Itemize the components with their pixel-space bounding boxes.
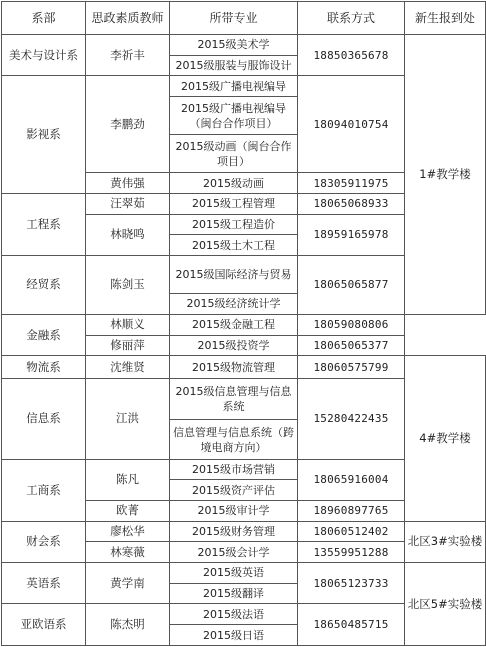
teacher-cell: 沈维贤 (86, 356, 170, 379)
phone-cell: 18059080806 (298, 314, 405, 335)
major-cell: 2015级会计学 (170, 542, 298, 563)
header-teacher: 思政素质教师 (86, 2, 170, 35)
phone-cell: 18065068933 (298, 193, 405, 214)
dept-cell: 物流系 (2, 356, 86, 379)
phone-cell: 13559951288 (298, 542, 405, 563)
major-cell: 信息管理与信息系统（跨境电商方向） (170, 420, 298, 459)
dept-cell: 金融系 (2, 314, 86, 355)
dept-cell: 亚欧语系 (2, 604, 86, 646)
major-cell: 2015级美术学 (170, 35, 298, 56)
table-row (2, 563, 486, 584)
major-cell: 2015级信息管理与信息系统 (170, 379, 298, 420)
teacher-cell: 廖松华 (86, 521, 170, 542)
teacher-cell: 黄伟强 (86, 173, 170, 194)
major-cell: 2015级经济统计学 (170, 294, 298, 315)
teacher-cell: 林顺义 (86, 314, 170, 335)
phone-cell: 18065916004 (298, 459, 405, 500)
teacher-cell: 林晓鸣 (86, 214, 170, 255)
major-cell: 2015级动画（闽台合作项目） (170, 135, 298, 173)
major-cell: 2015级国际经济与贸易 (170, 256, 298, 294)
dept-cell: 信息系 (2, 379, 86, 460)
location-cell: 4#教学楼 (405, 356, 486, 522)
location-cell: 北区5#实验楼 (405, 563, 486, 646)
header-location: 新生报到处 (405, 2, 486, 35)
header-row (2, 2, 486, 35)
teacher-cell: 修丽萍 (86, 335, 170, 356)
major-cell: 2015级法语 (170, 604, 298, 625)
teacher-cell: 欧菁 (86, 501, 170, 522)
phone-cell: 18065123733 (298, 563, 405, 604)
teacher-cell: 李祈丰 (86, 35, 170, 76)
location-cell: 1#教学楼 (405, 35, 486, 315)
major-cell: 2015级日语 (170, 625, 298, 646)
teacher-cell: 林寒薇 (86, 542, 170, 563)
teacher-cell: 陈凡 (86, 459, 170, 500)
dept-cell: 美术与设计系 (2, 35, 86, 76)
table-row (2, 356, 486, 379)
table-row (2, 314, 486, 335)
teacher-cell: 汪翠茹 (86, 193, 170, 214)
dept-cell: 工商系 (2, 459, 86, 521)
dept-cell: 英语系 (2, 563, 86, 604)
major-cell: 2015级投资学 (170, 335, 298, 356)
major-cell: 2015级服装与服饰设计 (170, 55, 298, 76)
phone-cell: 18065065877 (298, 256, 405, 315)
dept-cell: 经贸系 (2, 256, 86, 315)
teacher-cell: 黄学南 (86, 563, 170, 604)
major-cell: 2015级动画 (170, 173, 298, 194)
major-cell: 2015级土木工程 (170, 235, 298, 256)
contact-table (1, 1, 486, 646)
header-major: 所带专业 (170, 2, 298, 35)
phone-cell: 18060575799 (298, 356, 405, 379)
phone-cell: 18305911975 (298, 173, 405, 194)
major-cell: 2015级物流管理 (170, 356, 298, 379)
phone-cell: 18650485715 (298, 604, 405, 646)
table-row (2, 35, 486, 56)
major-cell: 2015级翻译 (170, 583, 298, 604)
major-cell: 2015级广播电视编导 (170, 76, 298, 97)
major-cell: 2015级广播电视编导（闽台合作项目） (170, 97, 298, 135)
table-row (2, 521, 486, 542)
teacher-cell: 陈剑玉 (86, 256, 170, 315)
major-cell: 2015级英语 (170, 563, 298, 584)
header-phone: 联系方式 (298, 2, 405, 35)
header-dept: 系部 (2, 2, 86, 35)
phone-cell: 18959165978 (298, 214, 405, 255)
major-cell: 2015级金融工程 (170, 314, 298, 335)
teacher-cell: 李鹏劲 (86, 76, 170, 173)
major-cell: 2015级审计学 (170, 501, 298, 522)
teacher-cell: 江洪 (86, 379, 170, 460)
major-cell: 2015级工程造价 (170, 214, 298, 235)
major-cell: 2015级工程管理 (170, 193, 298, 214)
phone-cell: 18060512402 (298, 521, 405, 542)
phone-cell: 18850365678 (298, 35, 405, 76)
major-cell: 2015级财务管理 (170, 521, 298, 542)
dept-cell: 财会系 (2, 521, 86, 562)
major-cell: 2015级资产评估 (170, 480, 298, 501)
phone-cell: 15280422435 (298, 379, 405, 460)
major-cell: 2015级市场营销 (170, 459, 298, 480)
dept-cell: 工程系 (2, 193, 86, 255)
dept-cell: 影视系 (2, 76, 86, 194)
phone-cell: 18960897765 (298, 501, 405, 522)
phone-cell: 18094010754 (298, 76, 405, 173)
phone-cell: 18065065377 (298, 335, 405, 356)
location-cell: 北区3#实验楼 (405, 521, 486, 562)
teacher-cell: 陈杰明 (86, 604, 170, 646)
